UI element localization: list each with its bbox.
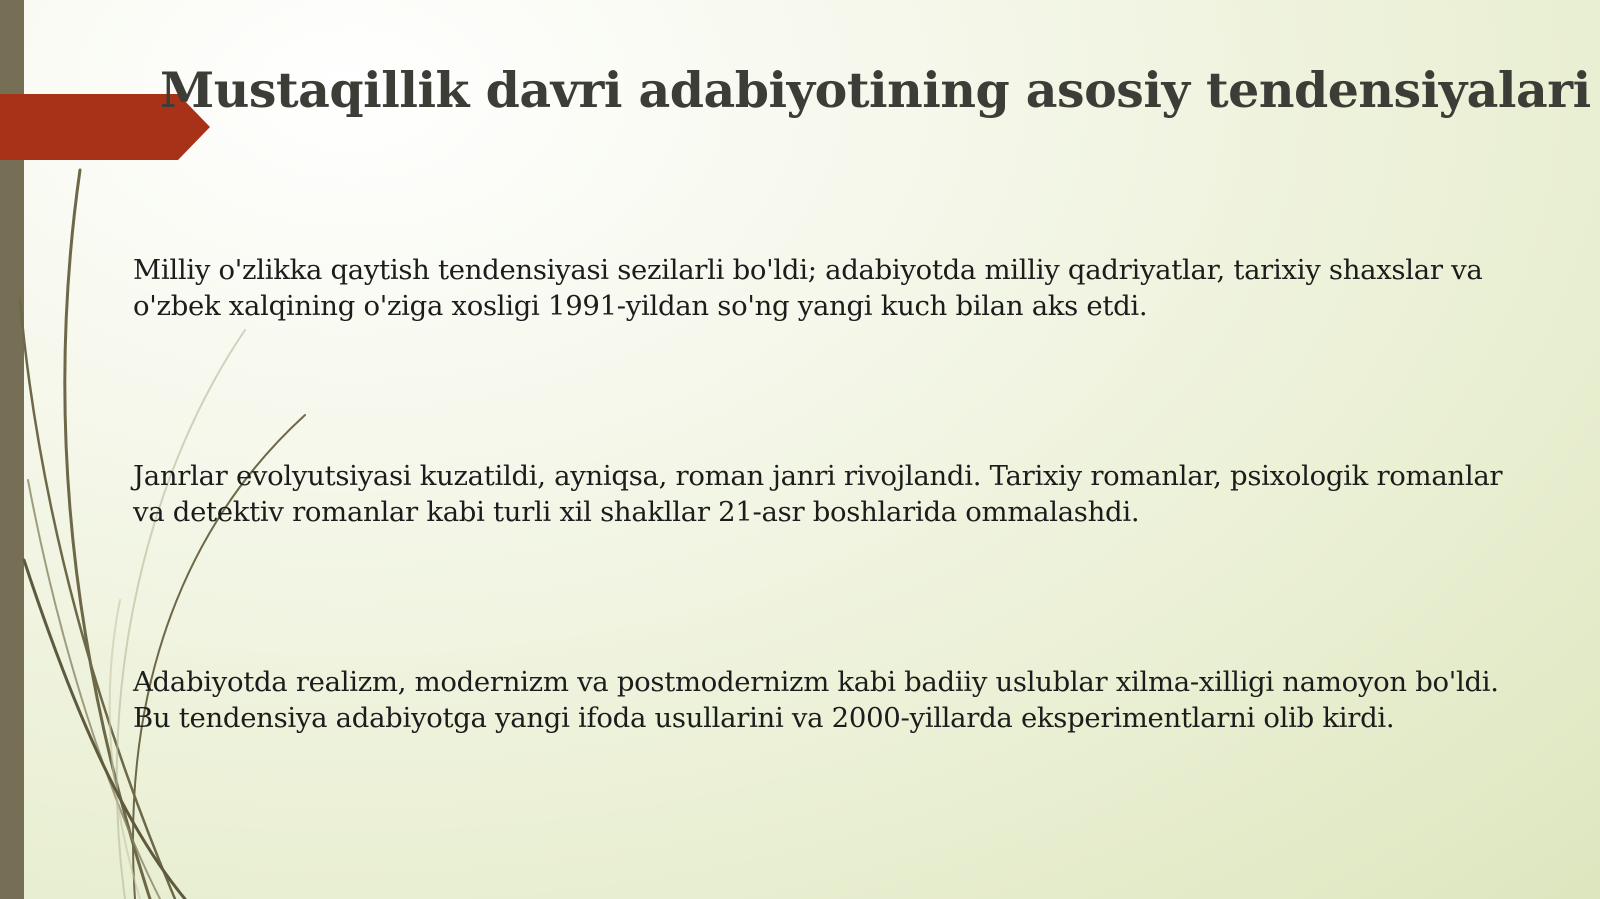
paragraph-national-identity: Milliy o'zlikka qaytish tendensiyasi sezilarli bo'ldi; adabiyotda milliy qadriyatlar, tarixiy shaxslar va o'zbek xalqining o'ziga xosligi 1991-yildan so'ng yangi kuch bilan aks etdi. xyxy=(133,254,1483,322)
paragraph-genre-evolution: Janrlar evolyutsiyasi kuzatildi, ayniqsa, roman janri rivojlandi. Tarixiy romanlar, psixologik romanlar va detektiv romanlar kabi turli xil shakllar 21-asr boshlarida ommalashdi. xyxy=(133,460,1503,528)
slide-title: Mustaqillik davri adabiyotining asosiy tendensiyalari xyxy=(160,61,1591,119)
paragraph-artistic-styles: Adabiyotda realizm, modernizm va postmodernizm kabi badiiy uslublar xilma-xilligi namoyon bo'ldi. Bu tendensiya adabiyotga yangi ifoda usullarini va 2000-yillarda eksperimentlarni olib kirdi. xyxy=(133,666,1499,734)
